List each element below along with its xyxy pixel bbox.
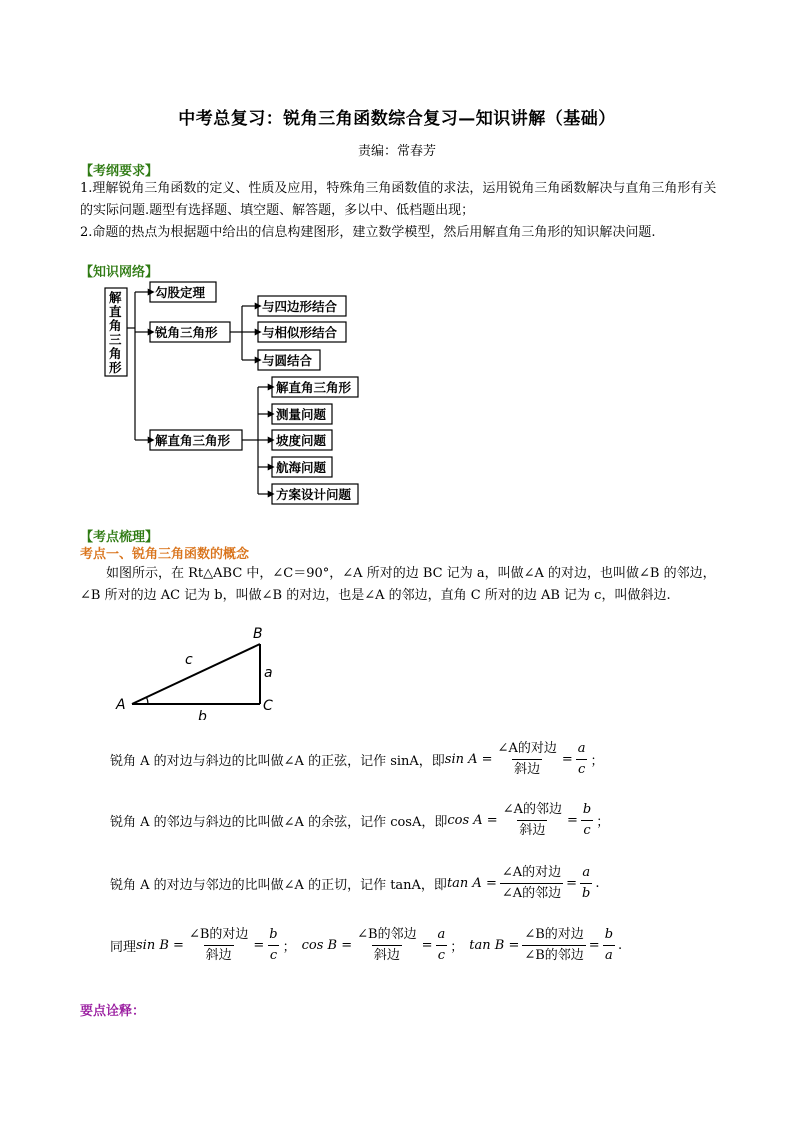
vertex-b-label: B: [253, 626, 263, 642]
root-char-4: 三: [109, 332, 122, 347]
tan-b-numerator: ∠B的对边: [524, 926, 584, 942]
tan-a-denominator: ∠A的邻边: [500, 883, 563, 902]
sin-b-ratio-den: c: [268, 945, 279, 964]
side-c-label: c: [185, 652, 193, 668]
sin-a-denominator: 斜边: [512, 759, 542, 778]
tan-a-numerator: ∠A的对边: [501, 864, 562, 880]
branch-1-label: 勾股定理: [155, 285, 206, 300]
sin-a-text: 锐角 A 的对边与斜边的比叫做∠A 的正弦，记作 sinA，即: [110, 753, 445, 769]
point-1-intro: 如图所示，在 Rt△ABC 中，∠C＝90°，∠A 所对的边 BC 记为 a，叫做∠A 的对边，也叫做∠B 的邻边，∠B 所对的边 AC 记为 b，叫做∠B 的对边，也是∠A 的邻边，直角 C 所对的边 AB 记为 c，叫做斜边.: [80, 566, 716, 603]
branch-3-child-4-label: 航海问题: [276, 460, 327, 475]
cos-a-ratio-den: c: [581, 820, 592, 839]
root-char-3: 角: [109, 318, 122, 333]
cos-b-ratio: [436, 927, 448, 964]
key-points-heading: 要点诠释：: [80, 1004, 146, 1019]
tan-b-fraction: [522, 927, 585, 964]
point-1-heading: 考点一、锐角三角函数的概念: [80, 547, 250, 562]
sin-b-lhs: sin B =: [136, 937, 184, 953]
cos-b-numerator: ∠B的邻边: [357, 926, 417, 942]
cos-b-ratio-num: a: [437, 926, 446, 942]
cos-b-fraction: [355, 927, 418, 964]
branch-3-child-3-label: 坡度问题: [276, 433, 327, 448]
sin-b-ratio: [267, 927, 279, 964]
root-char-6: 形: [109, 360, 122, 375]
tan-a-ratio: [580, 865, 592, 902]
cos-b-ratio-den: c: [436, 945, 447, 964]
cos-a-ratio-num: b: [582, 801, 592, 817]
angle-b-definitions: [110, 922, 622, 968]
vertex-a-label: A: [116, 697, 126, 713]
branch-2-child-2-label: 与相似形结合: [262, 325, 338, 340]
cos-b-denominator: 斜边: [372, 945, 402, 964]
tan-a-fraction: [500, 865, 563, 902]
cos-a-text: 锐角 A 的邻边与斜边的比叫做∠A 的余弦，记作 cosA，即: [110, 814, 448, 830]
branch-2-child-1-label: 与四边形结合: [262, 299, 338, 314]
side-a-label: a: [264, 665, 273, 681]
sin-a-fraction: [496, 741, 559, 778]
cos-a-end: ；: [596, 814, 610, 830]
sin-b-fraction: [187, 927, 250, 964]
sin-b-equals: =: [253, 937, 265, 953]
cos-b-lhs: cos B =: [301, 937, 353, 953]
side-c-line: [132, 644, 260, 704]
sin-b-numerator: ∠B的对边: [188, 926, 249, 942]
tan-a-equals: =: [566, 875, 578, 891]
tan-b-equals: =: [588, 937, 600, 953]
tan-a-end: .: [595, 875, 600, 891]
cos-a-ratio: [581, 802, 593, 839]
angle-a-arc: [147, 697, 149, 704]
sin-a-end: ；: [590, 753, 604, 769]
network-tag: 【知识网络】: [80, 265, 159, 280]
sin-a-ratio-num: a: [577, 740, 586, 756]
tan-b-lhs: tan B =: [469, 937, 520, 953]
branch-2-child-3-label: 与圆结合: [262, 353, 313, 368]
sin-a-equals: =: [561, 751, 573, 767]
tan-a-ratio-den: b: [580, 883, 592, 902]
tan-a-lhs: tan A =: [446, 875, 497, 891]
outline-paragraph-2: 2.命题的热点为根据题中给出的信息构建图形，建立数学模型，然后用解直角三角形的知识解决问题.: [80, 225, 656, 240]
branch-2-label: 锐角三角形: [155, 325, 218, 340]
cos-b-separator: ；: [450, 939, 464, 955]
tan-a-text: 锐角 A 的对边与邻边的比叫做∠A 的正切，记作 tanA，即: [110, 877, 447, 893]
tan-b-ratio: [603, 927, 615, 964]
root-char-2: 直: [109, 304, 122, 319]
branch-3-child-1-label: 解直角三角形: [276, 380, 352, 395]
cos-a-equals: =: [566, 812, 578, 828]
cos-b-equals: =: [421, 937, 433, 953]
cos-a-definition: [110, 797, 609, 843]
editor-line: 责编：常春芳: [357, 144, 436, 159]
cos-a-fraction: [501, 802, 564, 839]
sin-a-lhs: sin A =: [444, 751, 493, 767]
right-triangle-figure: [110, 620, 290, 720]
cos-a-denominator: 斜边: [517, 820, 547, 839]
sin-a-numerator: ∠A的对边: [497, 740, 557, 756]
tan-a-ratio-num: a: [582, 864, 591, 880]
cos-a-lhs: cos A =: [447, 812, 498, 828]
sin-b-ratio-num: b: [269, 926, 278, 942]
page-title: 中考总复习：锐角三角函数综合复习—知识讲解（基础）: [178, 109, 616, 129]
tan-a-definition: [110, 860, 600, 906]
sin-b-denominator: 斜边: [204, 945, 234, 964]
tan-b-ratio-num: b: [604, 926, 614, 942]
vertex-c-label: C: [263, 698, 273, 714]
tan-b-end: .: [618, 937, 623, 953]
branch-3-child-5-label: 方案设计问题: [276, 487, 352, 502]
tan-b-ratio-den: a: [603, 945, 615, 964]
section-tag: 【考点梳理】: [80, 530, 159, 545]
outline-tag: 【考纲要求】: [80, 164, 159, 179]
branch-3-child-2-label: 测量问题: [276, 407, 327, 422]
angle-b-prefix: 同理: [110, 939, 137, 955]
outline-paragraph-1: 1.理解锐角三角函数的定义、性质及应用，特殊角三角函数值的求法，运用锐角三角函数解决与直角三角形有关的实际问题.题型有选择题、填空题、解答题，多以中、低档题出现；: [80, 181, 717, 218]
root-char-5: 角: [109, 346, 122, 361]
branch-3-label: 解直角三角形: [155, 433, 231, 448]
sin-a-ratio: [576, 741, 588, 778]
cos-a-numerator: ∠A的邻边: [502, 801, 562, 817]
sin-a-ratio-den: c: [576, 759, 587, 778]
root-char-1: 解: [109, 290, 122, 305]
side-b-label: b: [198, 709, 207, 720]
sin-a-definition: [110, 736, 604, 782]
knowledge-network-diagram: [100, 280, 370, 510]
tan-b-denominator: ∠B的邻边: [522, 945, 585, 964]
sin-b-separator: ；: [282, 939, 296, 955]
